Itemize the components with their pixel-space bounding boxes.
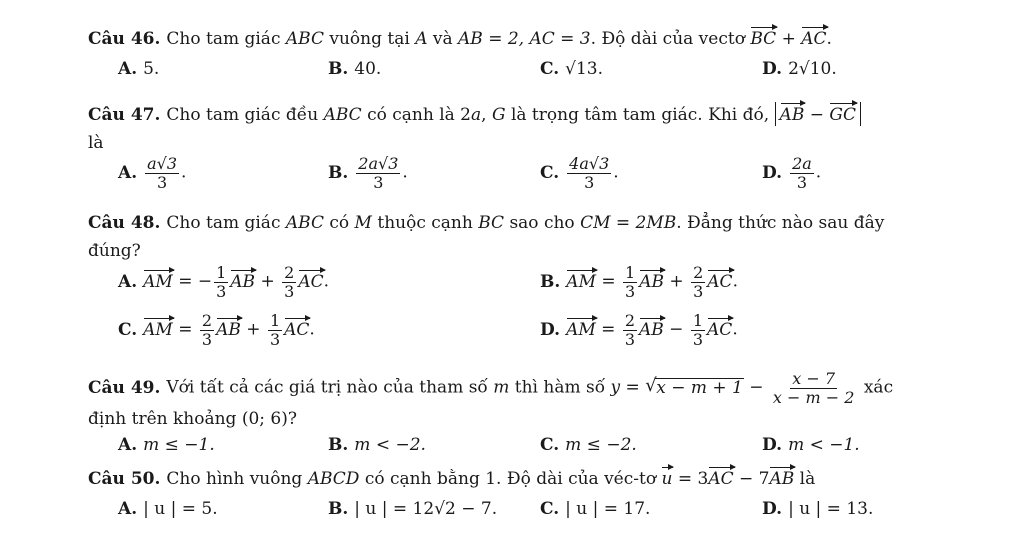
- operator: +: [240, 319, 266, 340]
- option-letter: D.: [762, 59, 783, 79]
- question-48: [88, 214, 884, 234]
- q48-option-c[interactable]: [118, 312, 315, 348]
- q50-option-c[interactable]: [540, 500, 650, 520]
- option-value: m ≤ −1.: [143, 435, 215, 455]
- option-value: 2√10.: [788, 59, 837, 79]
- q48-option-a[interactable]: [118, 264, 329, 300]
- frac-num: 2a√3: [358, 154, 399, 173]
- frac-num: 1: [692, 311, 704, 330]
- q46-option-b[interactable]: [328, 60, 381, 80]
- option-end: .: [815, 162, 822, 183]
- q50-text: Cho hình vuông: [166, 469, 308, 489]
- q47-label: Câu 47.: [88, 105, 161, 125]
- q46-label: Câu 46.: [88, 29, 161, 49]
- fraction: [268, 312, 282, 348]
- eq-sign: =: [595, 271, 622, 292]
- frac-den: 3: [284, 281, 295, 301]
- q50-option-d[interactable]: [762, 500, 873, 520]
- frac-den: 3: [156, 172, 168, 192]
- frac-den: 3: [693, 281, 704, 301]
- radicand: x − m + 1: [656, 377, 743, 398]
- operator: +: [664, 271, 690, 292]
- option-letter: D.: [762, 499, 783, 519]
- question-46: [88, 30, 832, 50]
- option-letter: C.: [540, 435, 560, 455]
- fraction: [790, 155, 814, 191]
- vector-ac: AC: [707, 319, 733, 340]
- option-value: m < −2.: [354, 435, 426, 455]
- q50-text-b: có cạnh bằng 1. Độ dài của véc-tơ: [359, 469, 662, 489]
- fraction: [567, 155, 611, 191]
- q46-text-c: và: [427, 29, 459, 49]
- vector-am: AM: [143, 271, 173, 292]
- option-value: | u | = 13.: [788, 499, 874, 519]
- frac-num: 2: [201, 311, 213, 330]
- option-value: | u | = 5.: [143, 499, 218, 519]
- q47-minus: −: [804, 105, 830, 125]
- q49-option-a[interactable]: [118, 436, 215, 456]
- option-letter: B.: [328, 435, 349, 455]
- q48-text-b: có: [323, 213, 355, 233]
- operator: −: [663, 319, 689, 340]
- q47-text-d: là trọng tâm tam giác. Khi đó,: [505, 105, 775, 125]
- q47-text: Cho tam giác đều: [166, 105, 324, 125]
- q47-line2: là: [88, 133, 104, 153]
- q48-eq: CM = 2MB: [580, 213, 677, 233]
- option-letter: D.: [540, 319, 561, 340]
- q46-text-d: . Độ dài của vectơ: [590, 29, 751, 49]
- vector-ab: AB: [230, 271, 256, 292]
- option-end: .: [323, 271, 330, 292]
- q49-label: Câu 49.: [88, 377, 161, 398]
- q47-a: a: [471, 105, 482, 125]
- option-end: .: [309, 319, 315, 340]
- frac-den: 3: [201, 329, 213, 349]
- fraction: [691, 264, 705, 300]
- frac-den: 3: [624, 329, 635, 349]
- option-letter: D.: [762, 162, 783, 183]
- q49-text-c: xác: [858, 377, 894, 398]
- q46-option-a[interactable]: [118, 60, 159, 80]
- q50-vector-ab: AB: [769, 469, 795, 489]
- q48-line2: đúng?: [88, 241, 141, 261]
- frac-num: 1: [625, 263, 636, 282]
- q48-bc: BC: [478, 213, 505, 233]
- frac-num: 1: [216, 263, 227, 282]
- fraction: [623, 264, 637, 300]
- option-value: m < −1.: [788, 435, 860, 455]
- eq-sign: =: [172, 319, 198, 340]
- option-value: √13.: [565, 59, 604, 79]
- q46-option-c[interactable]: [540, 60, 603, 80]
- q46-text-b: vuông tại: [323, 29, 416, 49]
- vector-ac: AC: [298, 271, 324, 292]
- frac-den: 3: [796, 172, 808, 192]
- q49-fraction: [771, 370, 857, 406]
- option-letter: B.: [328, 162, 349, 183]
- option-letter: B.: [540, 271, 561, 292]
- q47-text-b: có cạnh là 2: [361, 105, 471, 125]
- q47-option-a[interactable]: [118, 155, 186, 191]
- frac-num: 2: [624, 311, 635, 330]
- q50-option-b[interactable]: [328, 500, 497, 520]
- q48-option-d[interactable]: [540, 312, 738, 348]
- frac-den: 3: [373, 172, 384, 192]
- frac-den: 3: [216, 281, 227, 301]
- radical-sign: √: [645, 374, 657, 396]
- q47-g: G: [491, 105, 506, 125]
- q48-text-c: thuộc cạnh: [371, 213, 479, 233]
- frac-num: 4a√3: [569, 154, 610, 173]
- eq-sign: =: [595, 319, 621, 340]
- q48-option-b[interactable]: [540, 264, 738, 300]
- frac-den: 3: [692, 329, 704, 349]
- option-letter: D.: [762, 435, 783, 455]
- option-letter: A.: [118, 499, 138, 519]
- q46-option-d[interactable]: [762, 60, 837, 80]
- q50-end: là: [794, 469, 816, 489]
- option-letter: A.: [118, 271, 138, 292]
- question-47: [88, 102, 861, 126]
- q46-vector-bc: BC: [750, 29, 777, 49]
- q50-op: − 7: [733, 469, 770, 489]
- q49-text: Với tất cả các giá trị nào của tham số: [166, 377, 494, 398]
- frac-den: 3: [584, 172, 595, 192]
- frac-num: 2: [693, 263, 704, 282]
- frac-num: a√3: [147, 154, 178, 173]
- q49-option-d[interactable]: [762, 436, 860, 456]
- frac-den: x − m − 2: [772, 387, 855, 407]
- option-value: | u | = 17.: [565, 499, 651, 519]
- q47-vector-ab: AB: [779, 105, 805, 125]
- q50-label: Câu 50.: [88, 469, 161, 489]
- q47-text-c: ,: [481, 105, 492, 125]
- q48-text-d: sao cho: [504, 213, 581, 233]
- q46-vector-ac: AC: [801, 29, 827, 49]
- frac-num: x − 7: [792, 369, 836, 388]
- q46-text: Cho tam giác: [166, 29, 286, 49]
- eq-sign: = −: [172, 271, 213, 292]
- q46-vertex: A: [415, 29, 428, 49]
- option-value: 5.: [143, 59, 160, 79]
- q50-vector-ac: AC: [708, 469, 734, 489]
- q49-sqrt: [645, 374, 744, 399]
- option-letter: A.: [118, 162, 138, 183]
- q47-option-c[interactable]: [540, 155, 619, 191]
- frac-num: 1: [269, 311, 281, 330]
- frac-num: 2a: [792, 154, 812, 173]
- fraction: [356, 155, 400, 191]
- vector-am: AM: [566, 271, 596, 292]
- q48-text: Cho tam giác: [166, 213, 286, 233]
- vector-am: AM: [566, 319, 596, 340]
- frac-den: 3: [625, 281, 636, 301]
- option-letter: C.: [118, 319, 138, 340]
- option-end: .: [732, 271, 738, 292]
- q49-text-b: thì hàm số: [509, 377, 611, 398]
- q49-option-b[interactable]: [328, 436, 426, 456]
- frac-num: 2: [284, 263, 295, 282]
- option-letter: B.: [328, 499, 349, 519]
- option-letter: C.: [540, 162, 560, 183]
- q50-eq: = 3: [672, 469, 709, 489]
- q47-option-d[interactable]: [762, 155, 821, 191]
- option-letter: B.: [328, 59, 349, 79]
- q49-option-c[interactable]: [540, 436, 637, 456]
- fraction: [623, 312, 637, 348]
- fraction: [200, 312, 214, 348]
- option-value: m ≤ −2.: [565, 435, 637, 455]
- option-letter: A.: [118, 59, 138, 79]
- q46-end: .: [826, 29, 832, 49]
- vector-ab: AB: [639, 271, 665, 292]
- q46-lengths: AB = 2, AC = 3: [458, 29, 591, 49]
- q50-option-a[interactable]: [118, 500, 218, 520]
- option-letter: A.: [118, 435, 138, 455]
- q50-square: ABCD: [307, 469, 360, 489]
- q46-plus: +: [776, 29, 802, 49]
- q47-vector-gc: GC: [829, 105, 856, 125]
- q47-option-b[interactable]: [328, 155, 408, 191]
- q50-vector-u: u: [661, 469, 673, 489]
- fraction: [691, 312, 705, 348]
- q46-tri: ABC: [285, 29, 324, 49]
- vector-ac: AC: [284, 319, 310, 340]
- option-value: | u | = 12√2 − 7.: [354, 499, 498, 519]
- frac-den: 3: [269, 329, 281, 349]
- fraction: [145, 155, 179, 191]
- q48-m: M: [354, 213, 372, 233]
- q48-tri: ABC: [285, 213, 324, 233]
- q49-line2: định trên khoảng (0; 6)?: [88, 409, 297, 429]
- question-50: [88, 470, 815, 490]
- q47-tri: ABC: [323, 105, 362, 125]
- vector-ab: AB: [216, 319, 241, 340]
- vector-ac: AC: [707, 271, 733, 292]
- q48-text-e: . Đẳng thức nào sau đây: [676, 213, 885, 233]
- q49-m: m: [493, 377, 510, 398]
- option-end: .: [613, 162, 619, 183]
- option-end: .: [732, 319, 738, 340]
- fraction: [282, 264, 296, 300]
- option-end: .: [181, 162, 187, 183]
- option-letter: C.: [540, 59, 560, 79]
- operator: +: [255, 271, 281, 292]
- option-value: 40.: [354, 59, 382, 79]
- fraction: [214, 264, 228, 300]
- vector-ab: AB: [639, 319, 664, 340]
- vector-am: AM: [143, 319, 173, 340]
- option-end: .: [402, 162, 408, 183]
- q48-label: Câu 48.: [88, 213, 161, 233]
- q49-y: y =: [610, 377, 646, 398]
- q49-minus: −: [743, 377, 769, 398]
- question-49: [88, 370, 893, 406]
- option-letter: C.: [540, 499, 560, 519]
- q47-abs-expression: [775, 102, 861, 126]
